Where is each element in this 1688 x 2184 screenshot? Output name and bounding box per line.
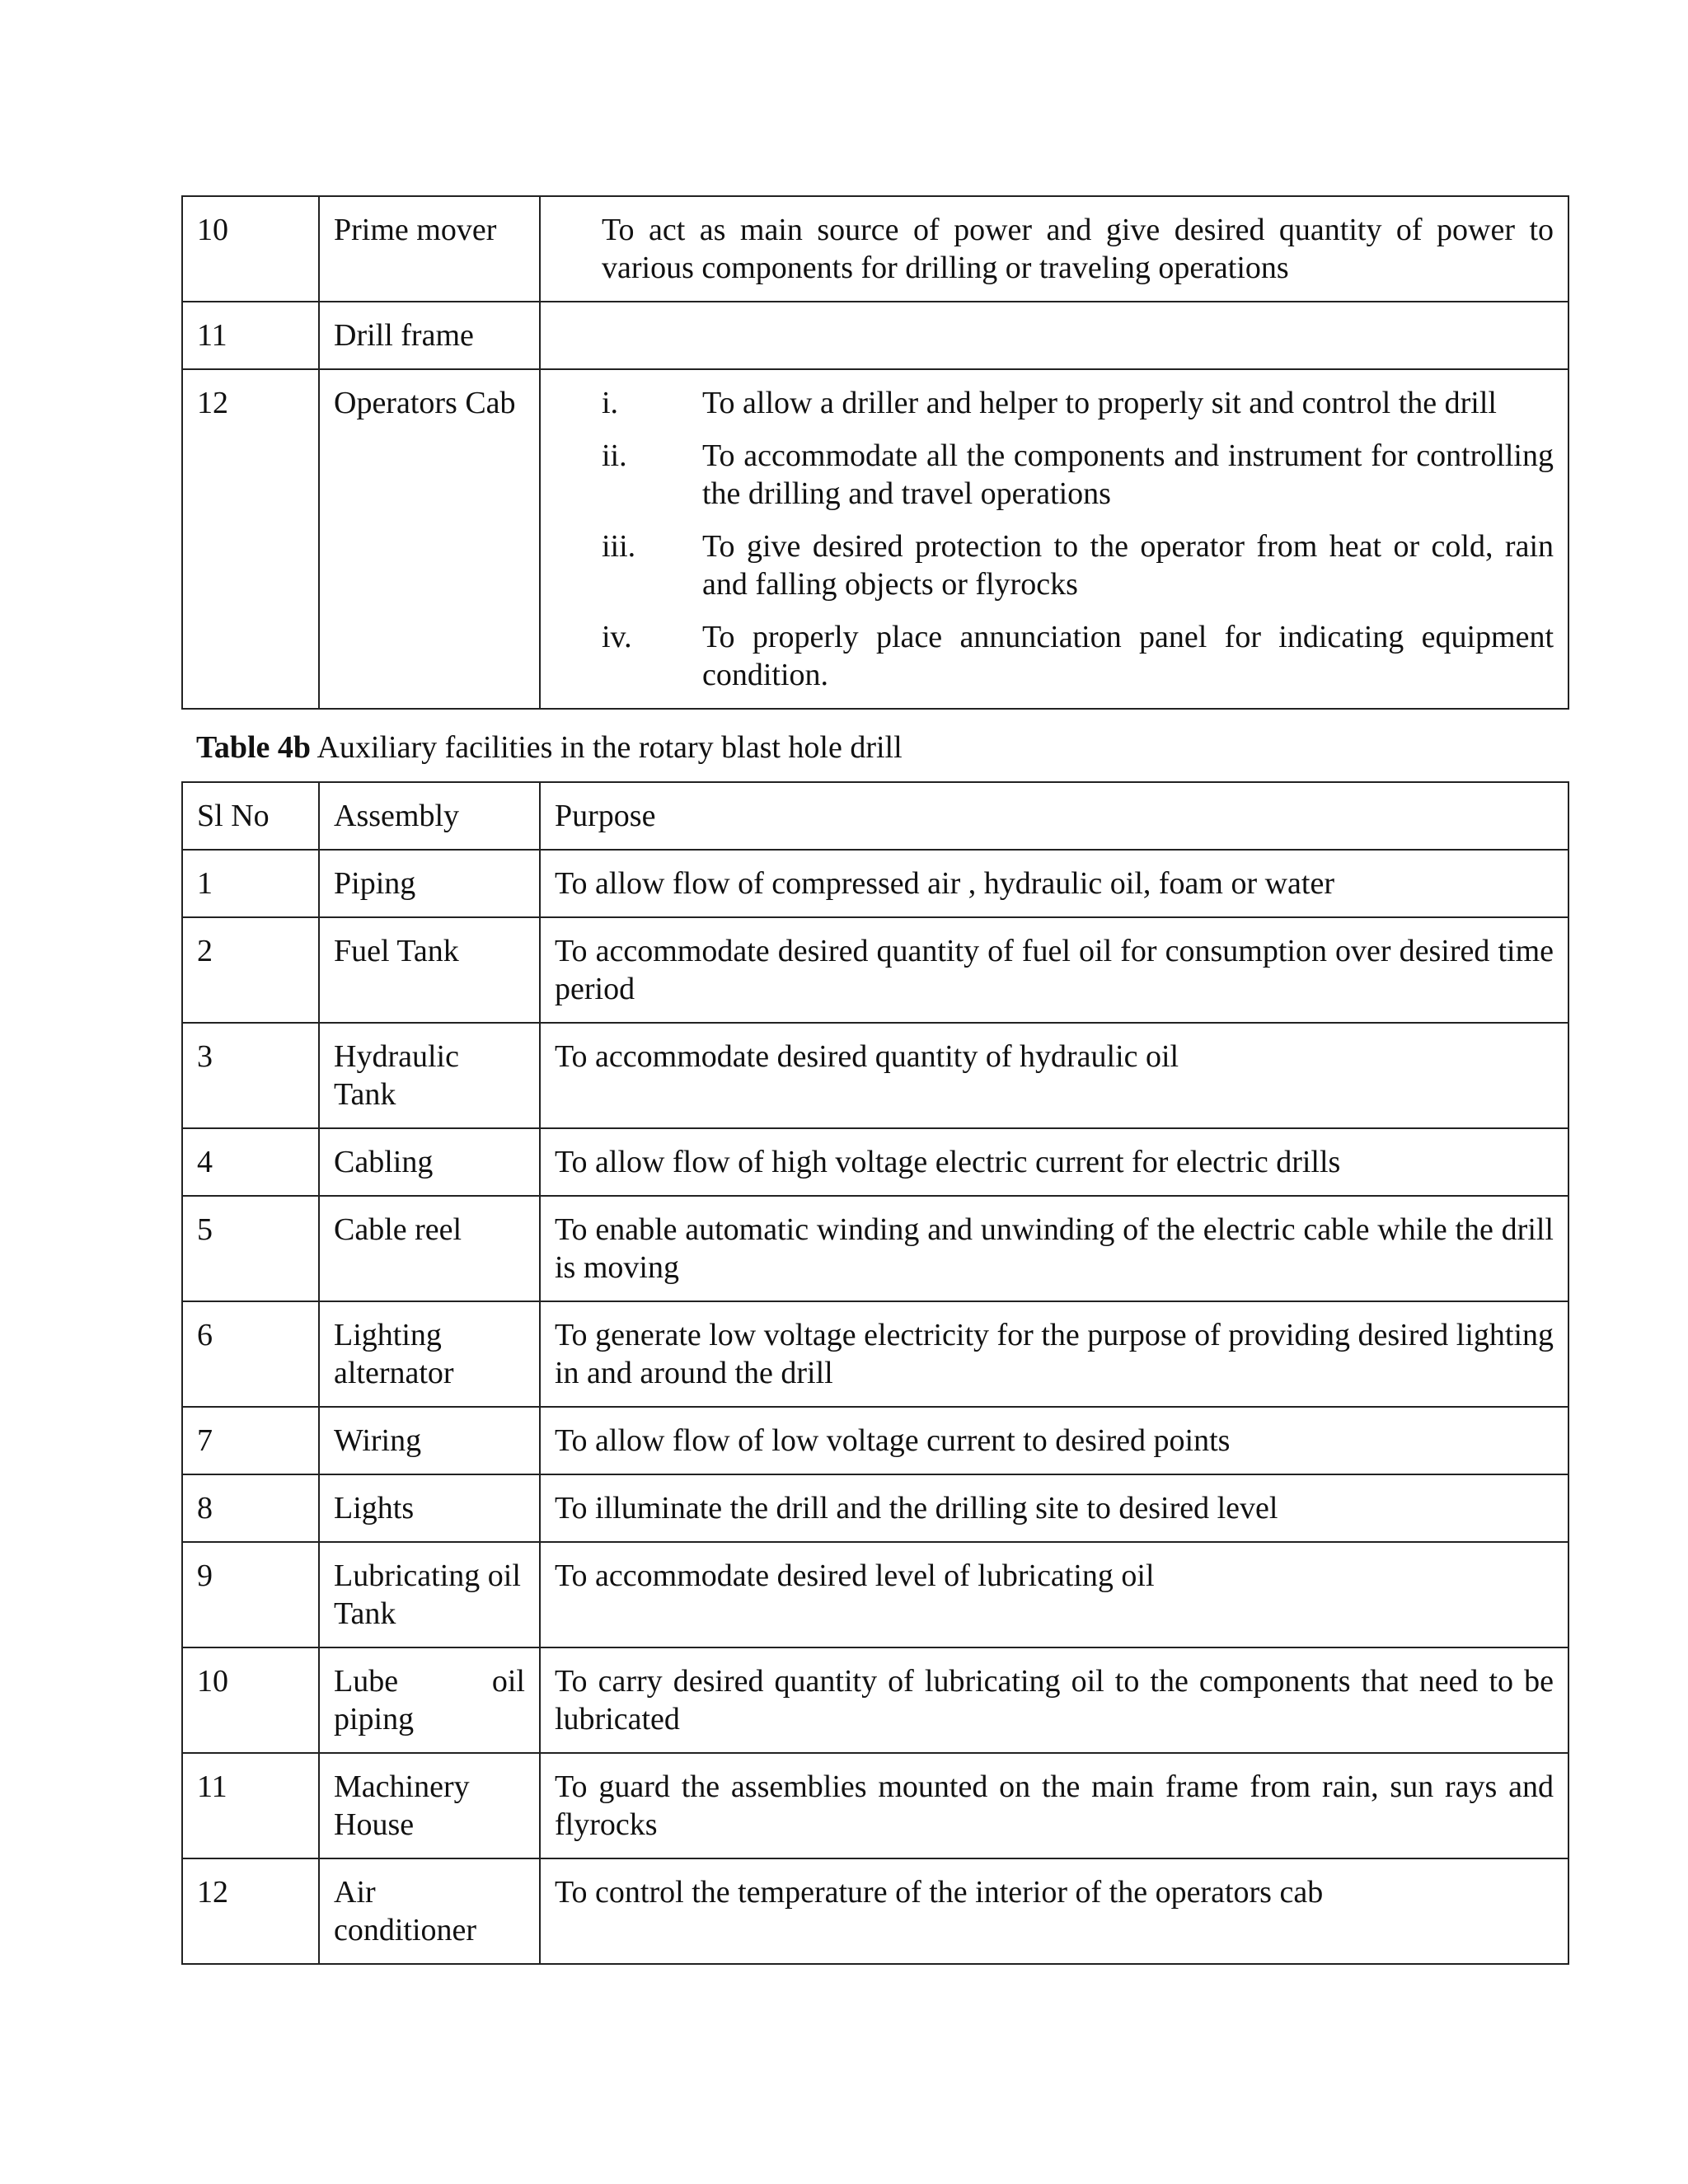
purpose-cell: To accommodate desired level of lubricating oil — [540, 1542, 1568, 1647]
assembly-cell: Machinery House — [319, 1753, 540, 1858]
sl-no-cell: 7 — [182, 1407, 319, 1474]
assembly-cell: Cable reel — [319, 1196, 540, 1301]
table-row — [182, 1196, 1568, 1301]
assembly-cell: Drill frame — [319, 302, 540, 369]
purpose-cell: To allow flow of high voltage electric current for electric drills — [540, 1128, 1568, 1196]
assembly-cell: Hydraulic Tank — [319, 1023, 540, 1128]
sl-no-cell: 5 — [182, 1196, 319, 1301]
list-item-number: iv. — [602, 620, 632, 654]
assembly-cell: Lighting alternator — [319, 1301, 540, 1407]
sl-no-cell: 11 — [182, 302, 319, 369]
assembly-cell: Lubricating oil Tank — [319, 1542, 540, 1647]
table-row — [182, 369, 1568, 709]
table-row — [182, 196, 1568, 302]
sl-no-cell: 4 — [182, 1128, 319, 1196]
table-row — [182, 850, 1568, 917]
column-header-purpose: Purpose — [540, 782, 1568, 850]
list-item-text: To properly place annunciation panel for indicating equipment condition. — [702, 620, 1554, 692]
list-item — [602, 618, 1554, 694]
table-header-row — [182, 782, 1568, 850]
sl-no-cell: 3 — [182, 1023, 319, 1128]
sl-no-cell: 10 — [182, 1647, 319, 1753]
purpose-cell: To allow flow of low voltage current to desired points — [540, 1407, 1568, 1474]
list-item — [602, 527, 1554, 603]
list-item-number: i. — [602, 386, 619, 420]
assembly-cell: Lights — [319, 1474, 540, 1542]
purpose-cell — [540, 196, 1568, 302]
assembly-cell: Lube oil piping — [319, 1647, 540, 1753]
assembly-cell: Operators Cab — [319, 369, 540, 709]
assembly-cell: Air conditioner — [319, 1858, 540, 1964]
table-row — [182, 1407, 1568, 1474]
list-item-number: iii. — [602, 529, 636, 564]
sl-no-cell: 12 — [182, 1858, 319, 1964]
table-row — [182, 1858, 1568, 1964]
sl-no-cell: 9 — [182, 1542, 319, 1647]
table-row — [182, 1301, 1568, 1407]
sl-no-cell: 10 — [182, 196, 319, 302]
sl-no-cell: 11 — [182, 1753, 319, 1858]
assembly-cell: Fuel Tank — [319, 917, 540, 1023]
assembly-cell: Piping — [319, 850, 540, 917]
list-item-text: To give desired protection to the operator from heat or cold, rain and falling objects or flyrocks — [702, 529, 1554, 602]
list-item-number: ii. — [602, 438, 627, 473]
purpose-text: To act as main source of power and give desired quantity of power to various components for drilling or traveling operations — [602, 213, 1554, 285]
assembly-cell: Prime mover — [319, 196, 540, 302]
table-row — [182, 1128, 1568, 1196]
table-4b — [181, 781, 1569, 1965]
table-caption — [196, 729, 903, 766]
column-header-assembly: Assembly — [319, 782, 540, 850]
table-row — [182, 917, 1568, 1023]
table-row — [182, 1542, 1568, 1647]
sl-no-cell: 1 — [182, 850, 319, 917]
table-row — [182, 1753, 1568, 1858]
sl-no-cell: 2 — [182, 917, 319, 1023]
assembly-cell: Cabling — [319, 1128, 540, 1196]
list-item — [602, 384, 1554, 422]
purpose-cell: To enable automatic winding and unwinding of the electric cable while the drill is moving — [540, 1196, 1568, 1301]
sl-no-cell: 8 — [182, 1474, 319, 1542]
table-caption-label: Table 4b — [196, 730, 312, 765]
table-row — [182, 1647, 1568, 1753]
purpose-list-cell — [540, 369, 1568, 709]
list-item-text: To allow a driller and helper to properly sit and control the drill — [702, 386, 1497, 420]
list-item — [602, 437, 1554, 513]
table-row — [182, 1474, 1568, 1542]
assembly-cell: Wiring — [319, 1407, 540, 1474]
purpose-cell: To control the temperature of the interior of the operators cab — [540, 1858, 1568, 1964]
sl-no-cell: 6 — [182, 1301, 319, 1407]
purpose-cell: To illuminate the drill and the drilling site to desired level — [540, 1474, 1568, 1542]
column-header-sl-no: Sl No — [182, 782, 319, 850]
purpose-cell — [540, 302, 1568, 369]
table-row — [182, 1023, 1568, 1128]
purpose-cell: To accommodate desired quantity of fuel oil for consumption over desired time period — [540, 917, 1568, 1023]
sl-no-cell: 12 — [182, 369, 319, 709]
purpose-cell: To guard the assemblies mounted on the main frame from rain, sun rays and flyrocks — [540, 1753, 1568, 1858]
table-row — [182, 302, 1568, 369]
purpose-cell: To allow flow of compressed air , hydraulic oil, foam or water — [540, 850, 1568, 917]
list-item-text: To accommodate all the components and instrument for controlling the drilling and travel operations — [702, 438, 1554, 511]
table-4a-continued — [181, 195, 1569, 710]
table-caption-text: Auxiliary facilities in the rotary blast hole drill — [311, 730, 903, 765]
purpose-cell: To accommodate desired quantity of hydraulic oil — [540, 1023, 1568, 1128]
purpose-cell: To generate low voltage electricity for the purpose of providing desired lighting in and around the drill — [540, 1301, 1568, 1407]
purpose-cell: To carry desired quantity of lubricating oil to the components that need to be lubricated — [540, 1647, 1568, 1753]
